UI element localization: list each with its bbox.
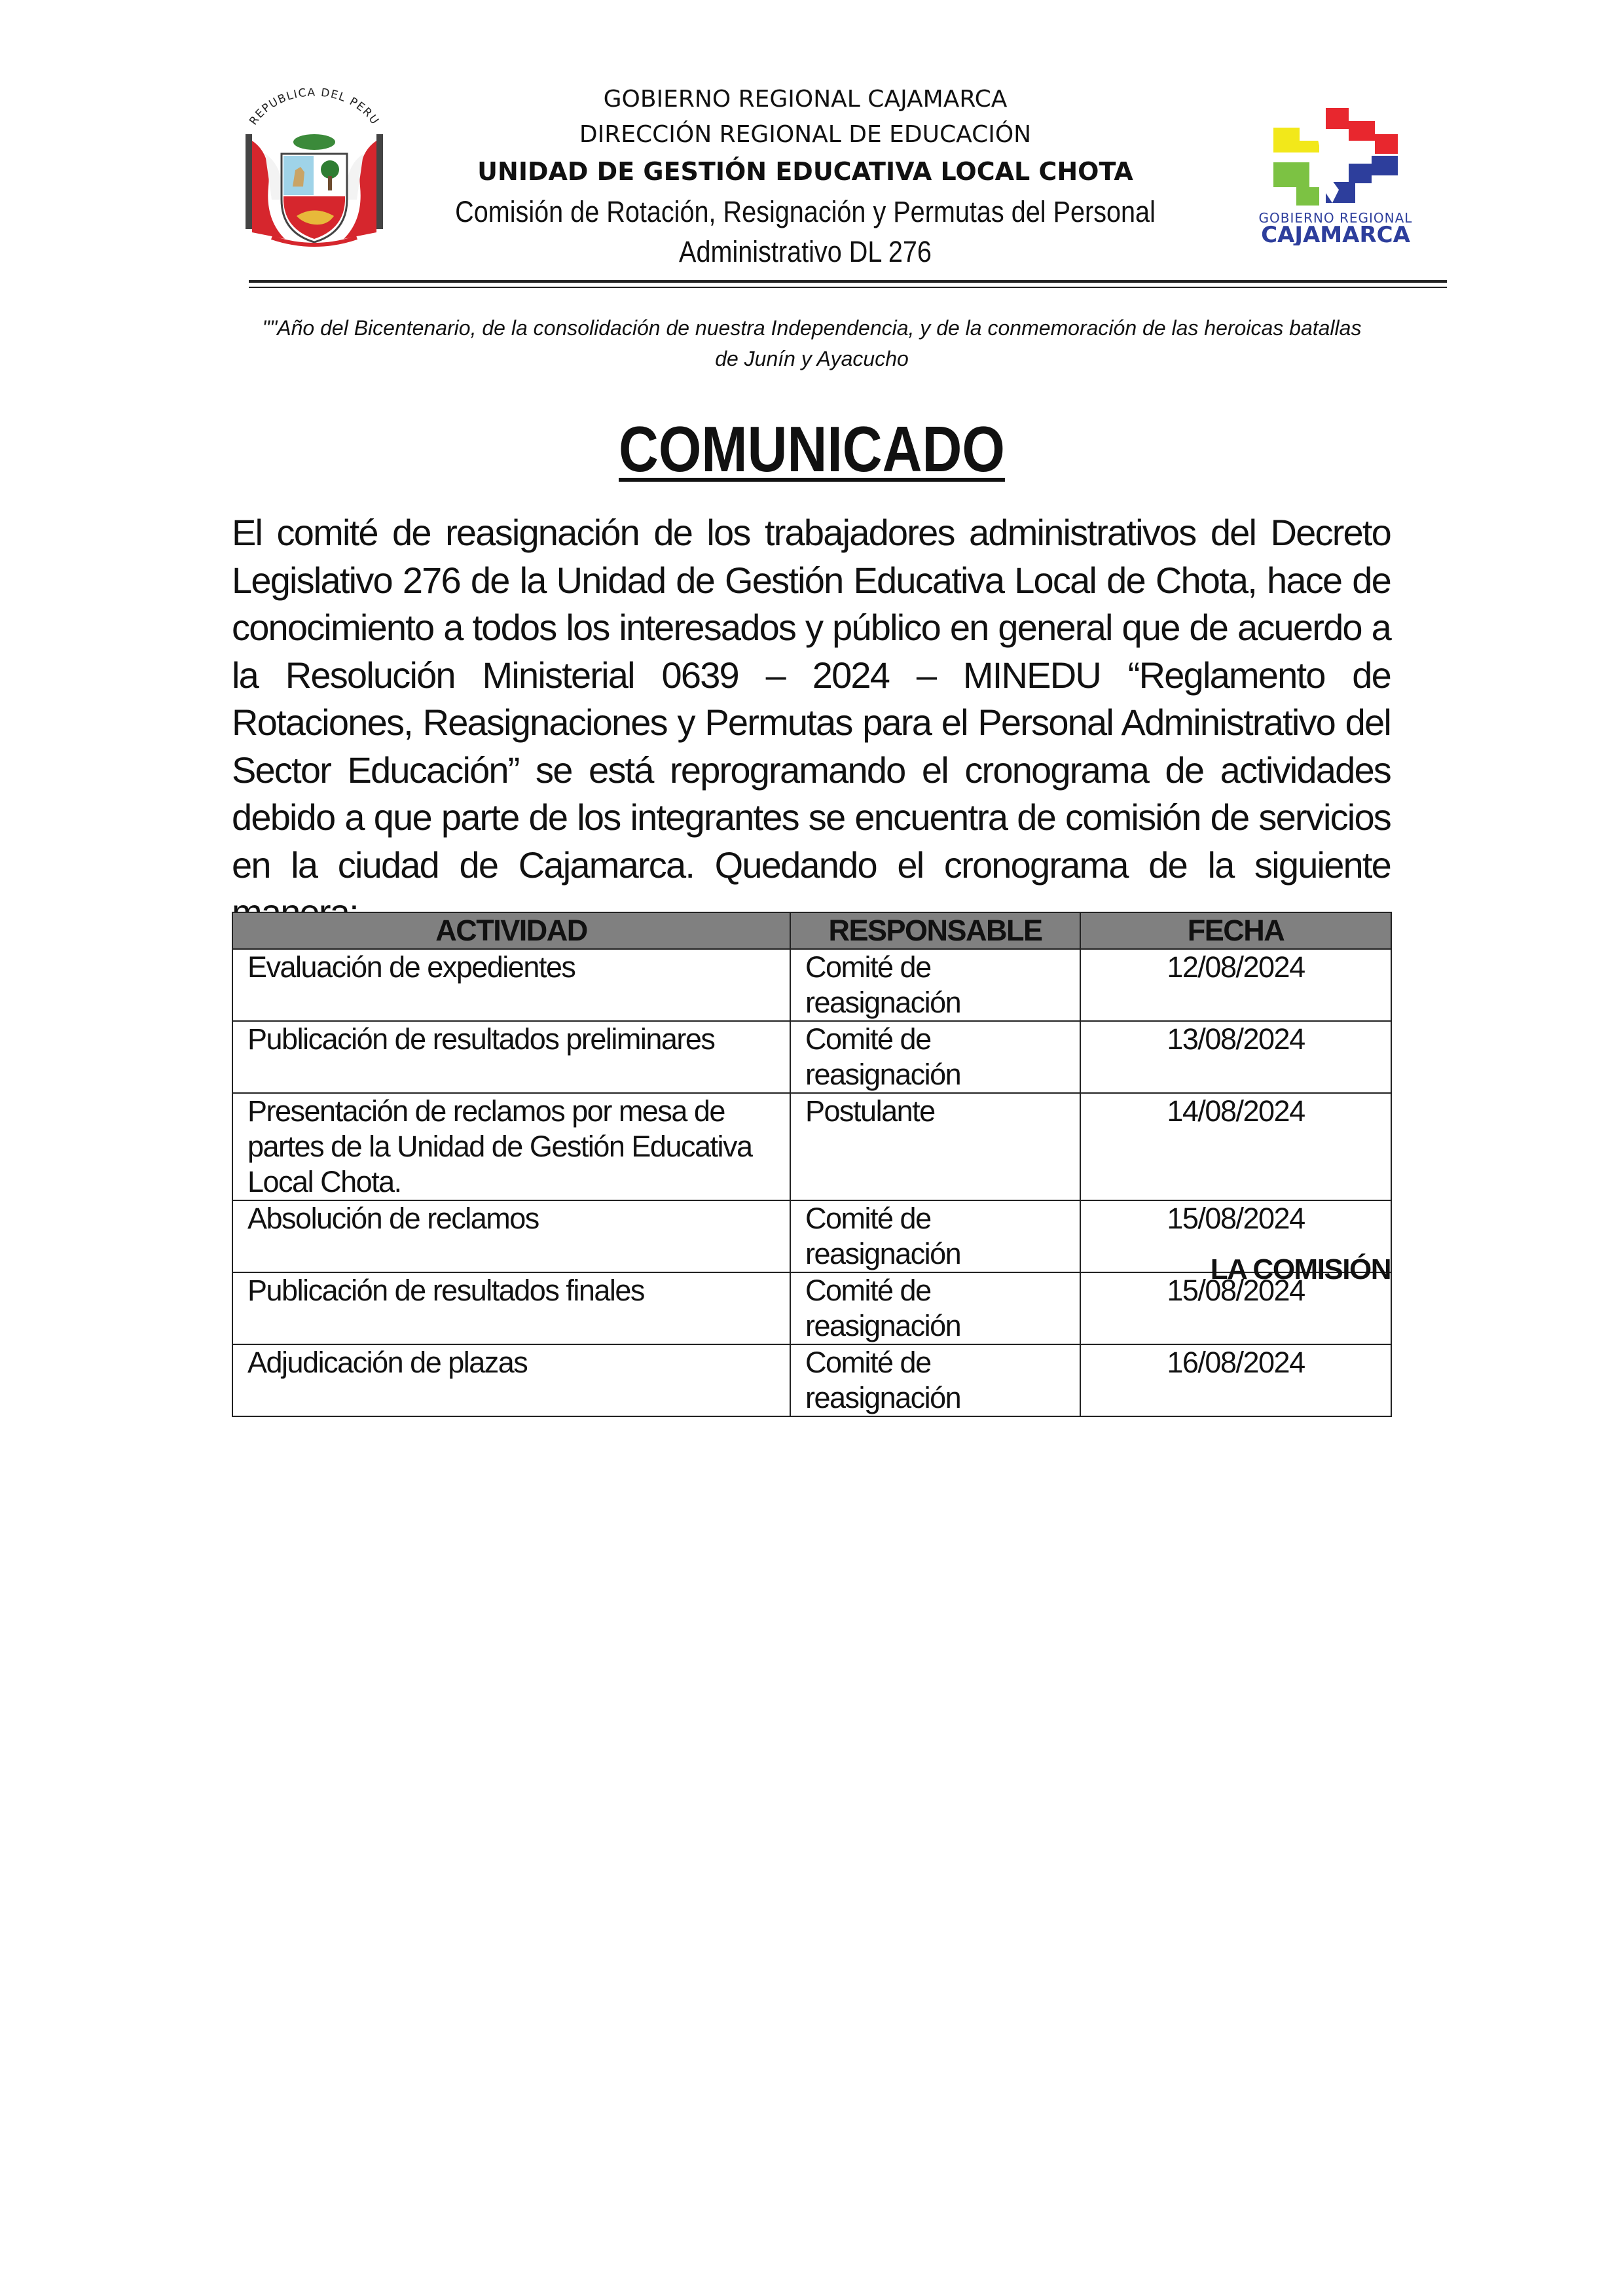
header-line-3: UNIDAD DE GESTIÓN EDUCATIVA LOCAL CHOTA — [477, 157, 1133, 186]
header-responsable: RESPONSABLE — [790, 912, 1080, 949]
cell-actividad: Publicación de resultados finales — [232, 1272, 790, 1344]
table-row — [232, 1093, 1391, 1200]
header-line-2: DIRECCIÓN REGIONAL DE EDUCACIÓN — [579, 121, 1032, 148]
cell-responsable: Comité de reasignación — [790, 1021, 1080, 1093]
cell-responsable: Postulante — [790, 1093, 1080, 1200]
cell-responsable: Comité de reasignación — [790, 949, 1080, 1021]
table-row — [232, 1021, 1391, 1093]
cell-responsable: Comité de reasignación — [790, 1200, 1080, 1272]
table-header-row — [232, 912, 1391, 949]
coat-arc-text: REPUBLICA DEL PERU — [247, 88, 382, 128]
cell-responsable: Comité de reasignación — [790, 1272, 1080, 1344]
cell-actividad: Evaluación de expedientes — [232, 949, 790, 1021]
letterhead — [236, 80, 1375, 276]
header-line-5: Administrativo DL 276 — [679, 235, 932, 268]
cell-fecha: 16/08/2024 — [1080, 1344, 1391, 1416]
cell-fecha: 14/08/2024 — [1080, 1093, 1391, 1200]
cell-actividad: Presentación de reclamos por mesa de partes de la Unidad de Gestión Educativa Local Chota. — [232, 1093, 790, 1200]
body-paragraph: El comité de reasignación de los trabajadores administrativos del Decreto Legislativo 276 de la Unidad de Gestión Educativa Local de Chota, hace de conocimiento a todos los interesados y público en general que de acuerdo a la Resolución Ministerial 0639 – 2024 – MINEDU “Reglamento de Rotaciones, Reasignaciones y Permutas para el Personal Administrativo del Sector Educación” se está reprogramando el cronograma de actividades debido a que parte de los integrantes se encuentra de comisión de servicios en la ciudad de Cajamarca. Quedando el cronograma de la siguiente — [232, 512, 1391, 886]
cell-actividad: Publicación de resultados preliminares — [232, 1021, 790, 1093]
logo-small-text: GOBIERNO REGIONAL — [1258, 210, 1413, 226]
cell-fecha: 13/08/2024 — [1080, 1021, 1391, 1093]
cell-actividad: Absolución de reclamos — [232, 1200, 790, 1272]
cell-responsable: Comité de reasignación — [790, 1344, 1080, 1416]
logo-big-text: CAJAMARCA — [1261, 222, 1410, 245]
header-rule-thick — [249, 280, 1447, 283]
header-line-4: Comisión de Rotación, Resignación y Permutas del Personal — [455, 195, 1156, 228]
schedule-table — [232, 912, 1392, 1417]
header-fecha: FECHA — [1080, 912, 1391, 949]
signature: LA COMISIÓN — [1210, 1253, 1391, 1285]
cell-fecha: 15/08/2024 — [1080, 1272, 1391, 1344]
title-text: COMUNICADO — [618, 413, 1005, 485]
page-title — [0, 412, 1623, 486]
header-line-1: GOBIERNO REGIONAL CAJAMARCA — [603, 86, 1008, 113]
cell-fecha: 15/08/2024 — [1080, 1200, 1391, 1272]
table-row — [232, 949, 1391, 1021]
header-actividad: ACTIVIDAD — [232, 912, 790, 949]
year-motto: ""Año del Bicentenario, de la consolidación de nuestra Independencia, y de la conmemoración de las heroicas batallas de Junín y Ayacucho — [262, 316, 1362, 370]
header-rule-thin — [249, 287, 1447, 288]
cell-fecha: 12/08/2024 — [1080, 949, 1391, 1021]
table-row — [232, 1344, 1391, 1416]
cell-actividad: Adjudicación de plazas — [232, 1344, 790, 1416]
